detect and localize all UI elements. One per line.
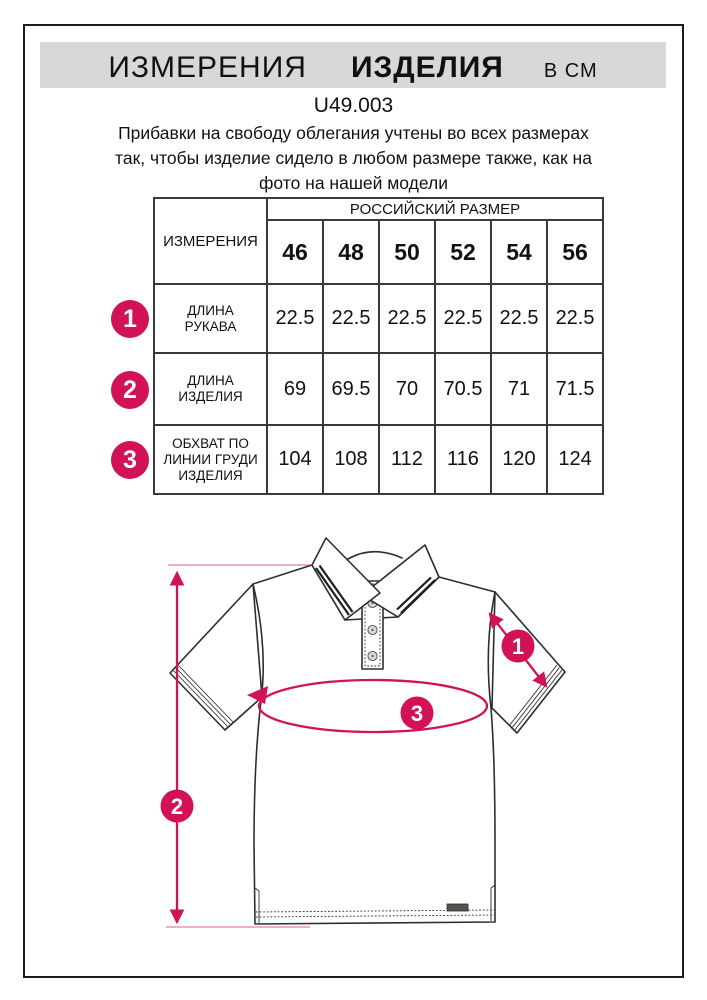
row-number-badge-1: 1 — [111, 300, 149, 338]
cell: 22.5 — [491, 284, 547, 353]
cell: 22.5 — [547, 284, 603, 353]
page-title: ИЗМЕРЕНИЯ — [108, 51, 307, 84]
cell: 22.5 — [379, 284, 435, 353]
cell: 69 — [267, 353, 323, 425]
size-col: 48 — [323, 220, 379, 284]
cell: 71.5 — [547, 353, 603, 425]
cell: 120 — [491, 425, 547, 494]
fit-note-line: фото на нашей модели — [259, 173, 448, 193]
cell: 124 — [547, 425, 603, 494]
table-row-chest-girth — [154, 425, 603, 494]
fit-note — [23, 121, 684, 196]
left-sleeve — [170, 584, 262, 730]
polo-shirt-measurement-diagram — [140, 525, 610, 965]
fit-note-line: так, чтобы изделие сидело в любом размере также, как на — [115, 148, 592, 168]
size-table — [153, 197, 604, 495]
product-code: U49.003 — [313, 94, 394, 117]
unit-label: В СМ — [543, 60, 598, 82]
table-row-sleeve-length — [154, 284, 603, 353]
cell: 116 — [435, 425, 491, 494]
svg-text:2: 2 — [170, 794, 184, 819]
cell: 69.5 — [323, 353, 379, 425]
cell: 22.5 — [267, 284, 323, 353]
diagram-marker-2 — [161, 790, 194, 823]
cell: 70.5 — [435, 353, 491, 425]
svg-text:3: 3 — [410, 701, 424, 726]
size-col: 52 — [435, 220, 491, 284]
row-label: ОБХВАТ ПО ЛИНИИ ГРУДИ ИЗДЕЛИЯ — [154, 425, 267, 494]
size-col: 46 — [267, 220, 323, 284]
size-col: 56 — [547, 220, 603, 284]
size-col: 50 — [379, 220, 435, 284]
table-row-garment-length — [154, 353, 603, 425]
back-collar-arc — [348, 552, 402, 559]
row-number-badge-2: 2 — [111, 371, 149, 409]
cell: 112 — [379, 425, 435, 494]
cell: 71 — [491, 353, 547, 425]
svg-text:1: 1 — [511, 634, 525, 659]
page-title-bold: ИЗДЕЛИЯ — [350, 51, 504, 84]
cell: 104 — [267, 425, 323, 494]
size-group-header: РОССИЙСКИЙ РАЗМЕР — [267, 198, 603, 220]
measurements-header: ИЗМЕРЕНИЯ — [154, 198, 267, 284]
button — [368, 651, 377, 660]
size-col: 54 — [491, 220, 547, 284]
button — [368, 625, 377, 634]
hem-label — [447, 904, 468, 911]
cell: 22.5 — [435, 284, 491, 353]
row-label: ДЛИНА РУКАВА — [154, 284, 267, 353]
fit-note-line: Прибавки на свободу облегания учтены во всех размерах — [118, 123, 589, 143]
row-number-badge-3: 3 — [111, 441, 149, 479]
row-label: ДЛИНА ИЗДЕЛИЯ — [154, 353, 267, 425]
diagram-marker-3 — [401, 697, 434, 730]
header-bar — [40, 42, 666, 88]
cell: 22.5 — [323, 284, 379, 353]
cell: 108 — [323, 425, 379, 494]
diagram-marker-1 — [502, 630, 535, 663]
cell: 70 — [379, 353, 435, 425]
